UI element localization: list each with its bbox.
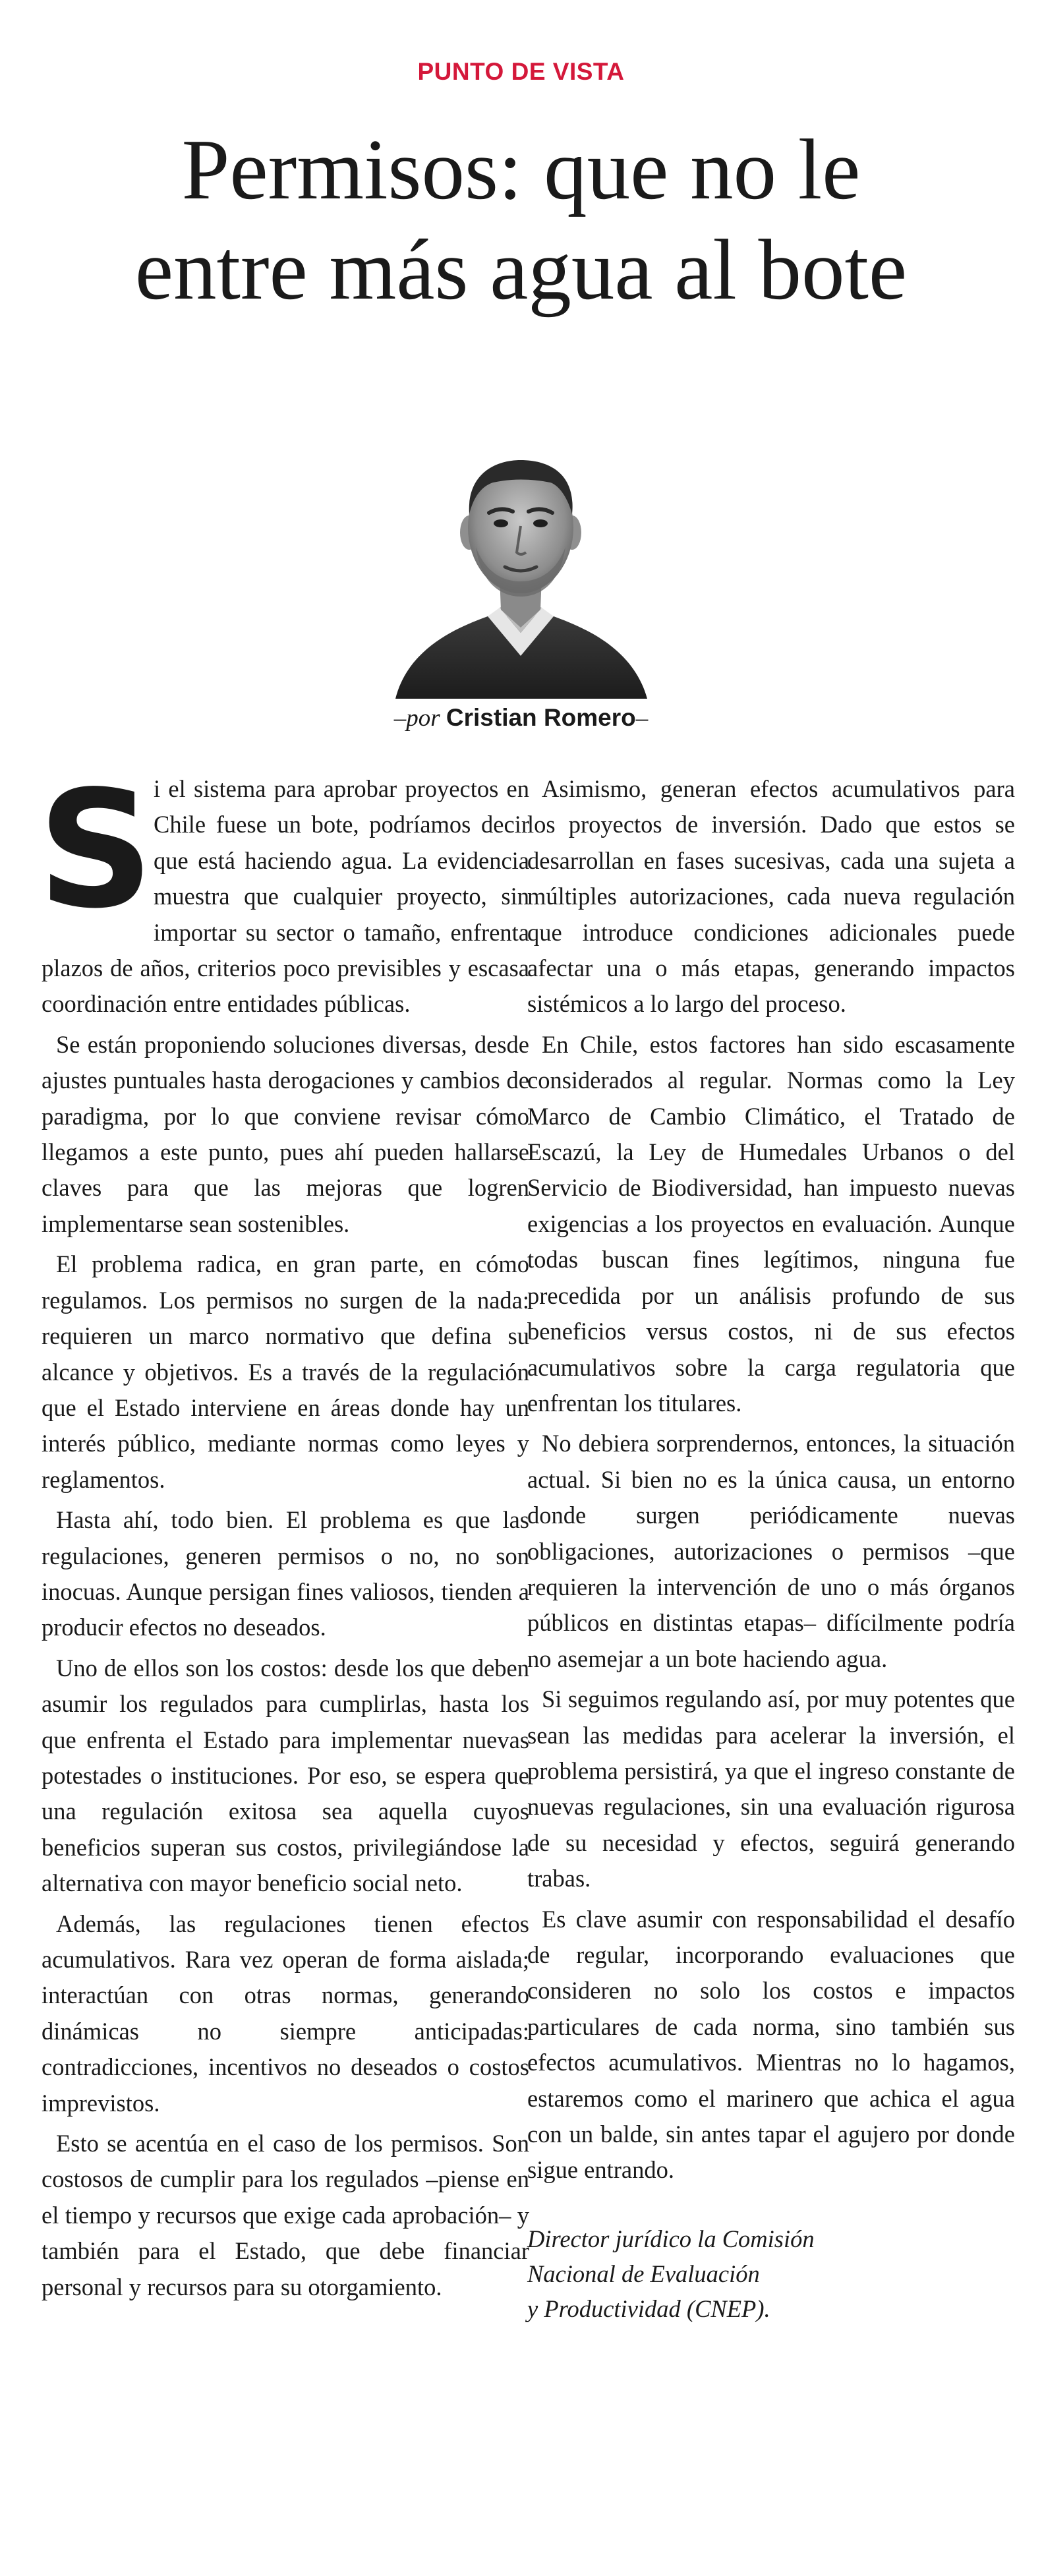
headline-line-1: Permisos: que no le [181, 122, 861, 218]
headline-line-2: entre más agua al bote [134, 222, 908, 318]
author-signature [527, 2221, 1015, 2326]
headline [0, 120, 1042, 320]
drop-cap: S [38, 756, 154, 944]
byline [0, 704, 1042, 732]
article-paragraph: Esto se acentúa en el caso de los permisos. Son costosos de cumplir para los regulados –piense en el tiempo y recursos que exige cada aprobación– y también para el Estado, que debe financiar personal y recursos para su otorgamiento. [42, 2130, 529, 2300]
article-paragraph [38, 756, 529, 1022]
article-paragraph: Hasta ahí, todo bien. El problema es que las regulaciones, generen permisos o no, no son inocuas. Aunque persigan fines valiosos, tienden a producir efectos no deseados. [42, 1506, 529, 1641]
byline-prefix: –por [393, 705, 440, 732]
article-paragraph: No debiera sorprendernos, entonces, la situación actual. Si bien no es la única causa, un entorno donde surgen periódicamente nuevas obligaciones, autorizaciones o permisos –que requieren la intervención de uno o más órganos públicos en distintas etapas– difícilmente podría no asemejar a un bote haciendo agua. [527, 1430, 1015, 1672]
signature-line: y Productividad (CNEP). [527, 2295, 770, 2322]
section-label: PUNTO DE VISTA [417, 58, 625, 85]
article-paragraph: Uno de ellos son los costos: desde los que deben asumir los regulados para cumplirlas, hasta los que enfrenta el Estado para implementar nuevas potestades o instituciones. Por eso, se espera que una regulación exitosa sea aquella cuyos beneficios superan sus costos, privilegiándose la alternativa con mayor beneficio social neto. [42, 1654, 529, 1897]
article-paragraph: Además, las regulaciones tienen efectos acumulativos. Rara vez operan de forma aislada; interactúan con otras normas, generando dinámicas no siempre anticipadas: contradicciones, incentivos no deseados o costos imprevistos. [42, 1910, 529, 2117]
article-paragraph: Es clave asumir con responsabilidad el desafío de regular, incorporando evaluaciones que consideren no solo los costos e impactos particulares de cada norma, sino también sus efectos acumulativos. Mientras no lo hagamos, estaremos como el marinero que achica el agua con un balde, sin antes tapar el agujero por donde sigue entrando. [527, 1905, 1015, 2184]
byline-suffix: – [635, 705, 649, 732]
article-paragraph: Se están proponiendo soluciones diversas, desde ajustes puntuales hasta derogaciones y cambios de paradigma, por lo que conviene revisar cómo llegamos a este punto, pues ahí pueden hallarse claves para que las mejoras que logren implementarse sean sostenibles. [42, 1030, 529, 1237]
signature-line: Nacional de Evaluación [527, 2260, 760, 2287]
article-column-left [38, 756, 529, 2305]
article-column-right [527, 771, 1015, 2326]
author-portrait [389, 435, 652, 699]
article-paragraph: En Chile, estos factores han sido escasamente considerados al regular. Normas como la Ley Marco de Cambio Climático, el Tratado de Escazú, la Ley de Humedales Urbanos o del Servicio de Biodiversidad, han impuesto nuevas exigencias a los proyectos en evaluación. Aunque todas buscan fines legítimos, ninguna fue precedida por un análisis profundo de sus beneficios versus costos, ni de sus efectos acumulativos sobre la carga regulatoria que enfrentan los titulares. [527, 1030, 1015, 1417]
paragraph-text: i el sistema para aprobar proyectos en Chile fuese un bote, podríamos decir que está haciendo agua. La evidencia muestra que cualquier proyecto, sin importar su sector o tamaño, enfrenta plazos de años, criterios poco previsibles y escasa coordinación entre entidades públicas. [42, 775, 529, 1018]
article-paragraph: Si seguimos regulando así, por muy potentes que sean las medidas para acelerar la inversión, el problema persistirá, ya que el ingreso constante de nuevas regulaciones, sin una evaluación rigurosa de su necesidad y efectos, seguirá generando trabas. [527, 1685, 1015, 1892]
signature-line: Director jurídico la Comisión [527, 2225, 815, 2252]
article-paragraph: El problema radica, en gran parte, en cómo regulamos. Los permisos no surgen de la nada: requieren un marco normativo que defina su alcance y objetivos. Es a través de la regulación que el Estado interviene en áreas donde hay un interés público, mediante normas como leyes y reglamentos. [42, 1250, 529, 1493]
article-paragraph: Asimismo, generan efectos acumulativos para los proyectos de inversión. Dado que estos se desarrollan en fases sucesivas, cada una sujeta a múltiples autorizaciones, cada nueva regulación que introduce condiciones adicionales puede afectar una o más etapas, generando impactos sistémicos a lo largo del proceso. [527, 775, 1015, 1018]
byline-author: Cristian Romero [446, 704, 636, 731]
